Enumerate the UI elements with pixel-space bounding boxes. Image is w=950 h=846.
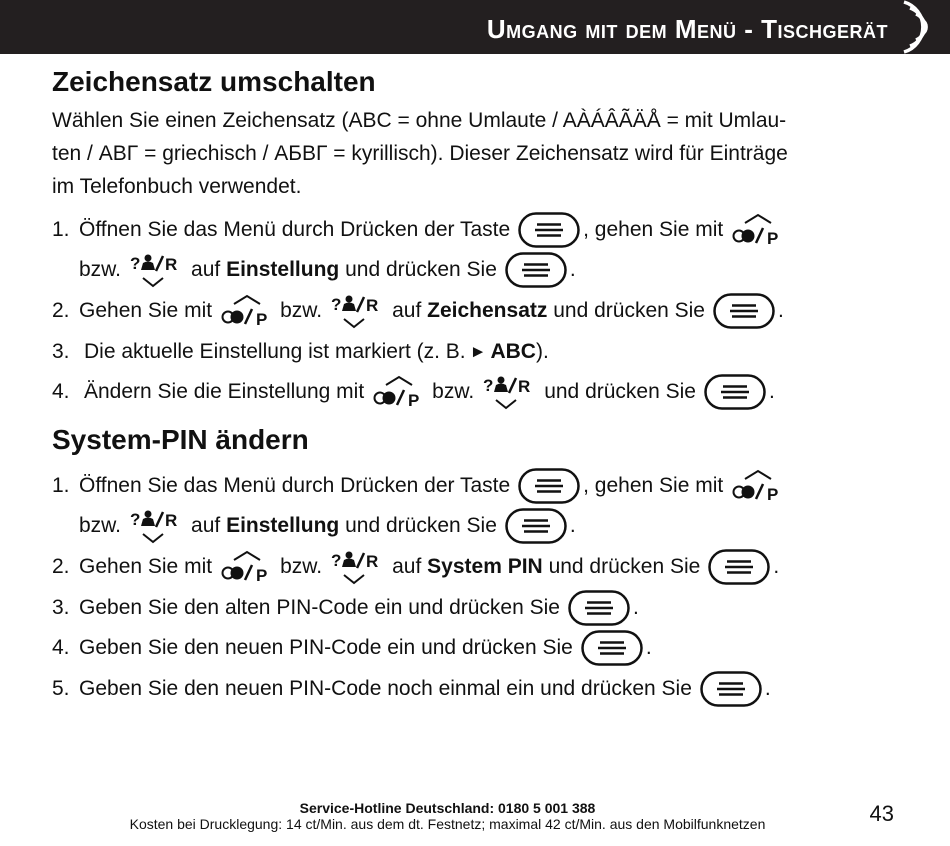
step-text: bzw. bbox=[280, 555, 323, 578]
step-number: 4. bbox=[52, 636, 70, 659]
step-text: . bbox=[569, 514, 576, 537]
pin-step-1 bbox=[52, 466, 791, 506]
step-text: und drücken Sie bbox=[548, 555, 701, 578]
step-text: . bbox=[773, 555, 780, 578]
up-redial-icon bbox=[731, 212, 787, 248]
base-station-icon bbox=[870, 0, 950, 54]
step-text: Geben Sie den alten PIN-Code ein und drücken Sie bbox=[79, 596, 560, 619]
down-callerid-icon bbox=[330, 293, 386, 329]
step-text: auf bbox=[191, 258, 221, 281]
step-number: 2. bbox=[52, 555, 70, 578]
pin-step-4 bbox=[52, 628, 652, 668]
header-bar bbox=[0, 0, 950, 54]
step-text: . bbox=[768, 380, 775, 403]
charset-step-4 bbox=[52, 372, 775, 412]
step-text: Ändern Sie die Einstellung mit bbox=[84, 380, 365, 403]
step-text: . bbox=[645, 636, 652, 659]
menu-key-icon bbox=[700, 671, 762, 707]
menu-key-icon bbox=[518, 468, 580, 504]
current-setting: ABC bbox=[490, 340, 536, 363]
step-text: auf bbox=[392, 555, 422, 578]
up-redial-icon bbox=[731, 468, 787, 504]
menu-item-name: Einstellung bbox=[226, 258, 340, 281]
intro-line: im Telefonbuch verwendet. bbox=[52, 175, 302, 198]
svg-text:R: R bbox=[366, 296, 379, 315]
svg-text:P: P bbox=[256, 566, 268, 585]
pin-step-2 bbox=[52, 547, 779, 587]
charset-step-1-cont bbox=[79, 250, 576, 290]
step-text: und drücken Sie bbox=[345, 258, 497, 281]
step-text: und drücken Sie bbox=[553, 299, 705, 322]
selection-marker: ► bbox=[469, 342, 487, 361]
menu-key-icon bbox=[713, 293, 775, 329]
menu-item-name: System PIN bbox=[427, 555, 543, 578]
down-callerid-icon bbox=[330, 549, 386, 585]
header-title: Umgang mit dem Menü - Tischgerät bbox=[486, 14, 888, 44]
step-text: . bbox=[764, 677, 771, 700]
charset-intro bbox=[52, 104, 882, 203]
step-text: und drücken Sie bbox=[544, 380, 696, 403]
step-text: Geben Sie den neuen PIN-Code ein und drücken Sie bbox=[79, 636, 573, 659]
menu-key-icon bbox=[505, 252, 567, 288]
step-text: bzw. bbox=[79, 258, 122, 281]
charset-step-3 bbox=[52, 332, 549, 372]
svg-text:R: R bbox=[366, 552, 379, 571]
pin-step-1-cont bbox=[79, 506, 576, 546]
svg-text:R: R bbox=[165, 255, 178, 274]
step-text: ). bbox=[535, 340, 549, 363]
step-text: bzw. bbox=[432, 380, 475, 403]
menu-key-icon bbox=[704, 374, 766, 410]
step-text: . bbox=[632, 596, 639, 619]
pin-step-3 bbox=[52, 588, 639, 628]
step-text: , gehen Sie mit bbox=[583, 218, 724, 241]
svg-text:?: ? bbox=[331, 551, 342, 570]
step-text: bzw. bbox=[280, 299, 323, 322]
svg-text:?: ? bbox=[130, 510, 141, 529]
step-number: 1. bbox=[52, 218, 70, 241]
step-text: Öffnen Sie das Menü durch Drücken der Taste bbox=[79, 474, 511, 497]
step-text: Öffnen Sie das Menü durch Drücken der Taste bbox=[79, 218, 511, 241]
menu-item-name: Zeichensatz bbox=[427, 299, 548, 322]
step-text: bzw. bbox=[79, 514, 122, 537]
step-text: auf bbox=[392, 299, 422, 322]
step-text: Gehen Sie mit bbox=[79, 555, 213, 578]
step-text: und drücken Sie bbox=[345, 514, 497, 537]
footer-cost-note: Kosten bei Drucklegung: 14 ct/Min. aus dem dt. Festnetz; maximal 42 ct/Min. aus den Mobilfunknetzen bbox=[129, 816, 766, 832]
section-heading-charset: Zeichensatz umschalten bbox=[52, 66, 376, 97]
svg-text:P: P bbox=[408, 391, 420, 410]
up-redial-icon bbox=[220, 293, 276, 329]
down-callerid-icon bbox=[129, 508, 185, 544]
section-heading-pin: System-PIN ändern bbox=[52, 424, 309, 455]
menu-key-icon bbox=[708, 549, 770, 585]
up-redial-icon bbox=[220, 549, 276, 585]
step-text: . bbox=[569, 258, 576, 281]
svg-text:P: P bbox=[256, 310, 268, 329]
intro-line: Wählen Sie einen Zeichensatz (ABC = ohne Umlaute / AÀÁÂÃÄÅ = mit Umlau- bbox=[52, 109, 787, 132]
menu-key-icon bbox=[568, 590, 630, 626]
down-callerid-icon bbox=[129, 252, 185, 288]
step-number: 5. bbox=[52, 677, 70, 700]
intro-line: ten / ΑΒΓ = griechisch / АБВГ = kyrillisch). Dieser Zeichensatz wird für Einträge bbox=[52, 142, 788, 165]
svg-text:P: P bbox=[767, 485, 779, 504]
step-text: Gehen Sie mit bbox=[79, 299, 213, 322]
menu-key-icon bbox=[518, 212, 580, 248]
svg-text:R: R bbox=[165, 511, 178, 530]
pin-step-5 bbox=[52, 669, 771, 709]
svg-text:R: R bbox=[518, 377, 531, 396]
svg-text:?: ? bbox=[130, 254, 141, 273]
charset-step-2 bbox=[52, 291, 784, 331]
menu-key-icon bbox=[505, 508, 567, 544]
step-text: , gehen Sie mit bbox=[583, 474, 724, 497]
step-text: auf bbox=[191, 514, 221, 537]
step-number: 2. bbox=[52, 299, 70, 322]
down-callerid-icon bbox=[482, 374, 538, 410]
step-number: 3. bbox=[52, 596, 70, 619]
step-number: 4. bbox=[52, 380, 70, 403]
menu-key-icon bbox=[581, 630, 643, 666]
charset-step-1 bbox=[52, 210, 791, 250]
step-text: Geben Sie den neuen PIN-Code noch einmal ein und drücken Sie bbox=[79, 677, 692, 700]
up-redial-icon bbox=[372, 374, 428, 410]
page-number: 43 bbox=[869, 801, 894, 826]
svg-text:?: ? bbox=[331, 295, 342, 314]
svg-text:?: ? bbox=[483, 376, 494, 395]
step-text: . bbox=[778, 299, 784, 322]
footer-hotline: Service-Hotline Deutschland: 0180 5 001 388 bbox=[299, 800, 596, 816]
svg-text:P: P bbox=[767, 229, 779, 248]
menu-item-name: Einstellung bbox=[226, 514, 340, 537]
step-number: 3. bbox=[52, 340, 70, 363]
step-text: Die aktuelle Einstellung ist markiert (z. B. bbox=[84, 340, 466, 363]
step-number: 1. bbox=[52, 474, 70, 497]
